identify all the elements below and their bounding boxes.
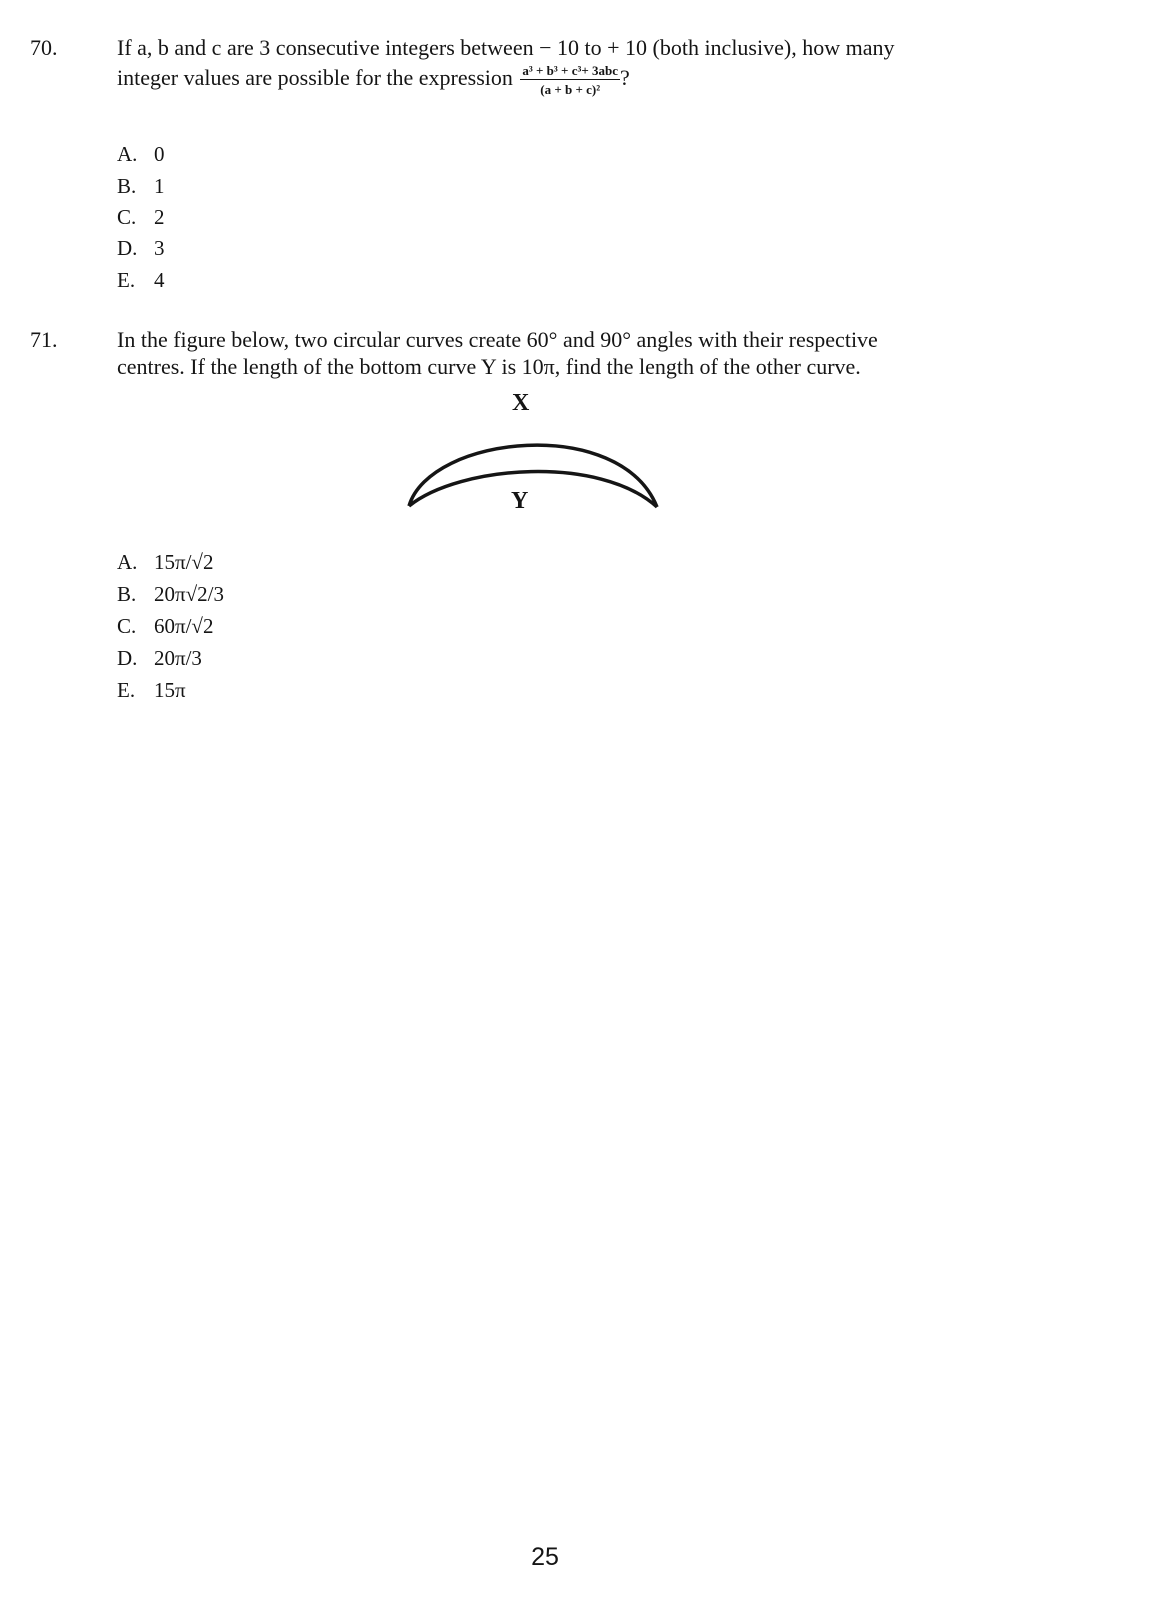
option-text: 0 — [154, 142, 165, 166]
question-71-line-1: In the figure below, two circular curves create 60° and 90° angles with their respective — [117, 327, 878, 352]
question-71-line-2: centres. If the length of the bottom curve Y is 10π, find the length of the other curve. — [117, 354, 861, 379]
option-letter: A. — [117, 550, 138, 574]
question-70-line-2-prefix: integer values are possible for the expression — [117, 65, 513, 91]
option-letter: D. — [117, 646, 138, 670]
curves-figure — [0, 415, 1166, 535]
q71-option-a — [117, 550, 213, 575]
option-letter: E. — [117, 678, 136, 702]
q70-option-a — [117, 142, 165, 167]
expression-numerator: a³ + b³ + c³+ 3abc — [522, 63, 619, 78]
option-text: 15π/√2 — [154, 550, 214, 574]
option-text: 2 — [154, 205, 165, 229]
curve-label-x: X — [512, 390, 530, 416]
question-70-line-1: If a, b and c are 3 consecutive integers between − 10 to + 10 (both inclusive), how many — [117, 35, 895, 60]
option-letter: E. — [117, 268, 136, 292]
option-letter: C. — [117, 205, 137, 229]
option-text: 1 — [154, 174, 165, 198]
option-text: 20π√2/3 — [154, 582, 224, 606]
page-number: 25 — [531, 1543, 559, 1571]
q70-option-d — [117, 236, 165, 261]
curve-y — [409, 472, 657, 507]
question-70-line-2 — [117, 64, 630, 96]
q71-option-e — [117, 678, 186, 703]
option-letter: B. — [117, 174, 137, 198]
q70-option-e — [117, 268, 165, 293]
option-text: 4 — [154, 268, 165, 292]
q71-option-c — [117, 614, 213, 639]
q70-option-c — [117, 205, 165, 230]
option-text: 15π — [154, 678, 186, 702]
q70-option-b — [117, 174, 165, 199]
option-text: 20π/3 — [154, 646, 202, 670]
option-letter: B. — [117, 582, 137, 606]
question-70-number: 70. — [30, 35, 58, 60]
expression-denominator: (a + b + c)² — [540, 82, 601, 97]
curve-label-y: Y — [511, 488, 529, 514]
option-letter: C. — [117, 614, 137, 638]
question-70-line-2-suffix: ? — [620, 65, 630, 91]
curve-x — [409, 445, 657, 507]
option-letter: A. — [117, 142, 138, 166]
q71-option-d — [117, 646, 202, 671]
option-text: 3 — [154, 236, 165, 260]
question-71-number: 71. — [30, 327, 58, 352]
option-letter: D. — [117, 236, 138, 260]
option-text: 60π/√2 — [154, 614, 214, 638]
q71-option-b — [117, 582, 224, 607]
expression-fraction — [520, 64, 620, 96]
